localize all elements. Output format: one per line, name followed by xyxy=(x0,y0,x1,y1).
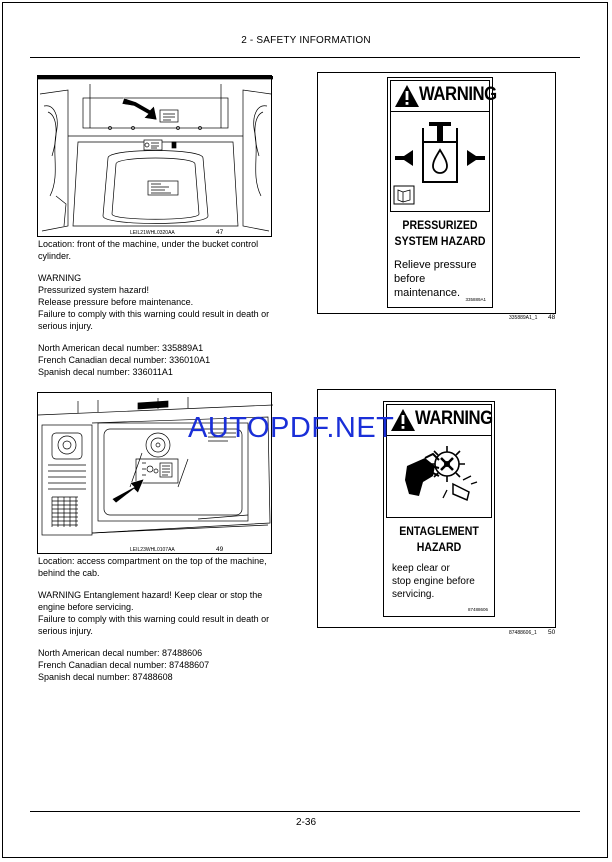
section1-warning-line-3: Failure to comply with this warning could result in death or serious injury. xyxy=(38,309,270,331)
decal-48-body-line-2: before maintenance. xyxy=(394,273,461,299)
section2-decal-fc: French Canadian decal number: 87488607 xyxy=(38,660,210,670)
header-rule xyxy=(30,57,580,58)
figure-47-code: LEIL21WHL0320AA xyxy=(130,230,175,236)
section1-decal-na: North American decal number: 335889A1 xyxy=(38,343,204,353)
section1-decal-es: Spanish decal number: 336011A1 xyxy=(38,367,173,377)
figure-47-machine-front xyxy=(37,75,272,237)
decal-48-title-line-1: PRESSURIZED xyxy=(402,218,478,232)
figure-50-number: 50 xyxy=(548,629,556,636)
entanglement-hazard-decal xyxy=(383,401,495,617)
decal-48-pictogram-panel xyxy=(390,112,490,212)
section2-decal-na: North American decal number: 87488606 xyxy=(38,648,203,658)
figure-48-frame xyxy=(317,72,556,314)
section1-decal-fc: French Canadian decal number: 336010A1 xyxy=(38,355,211,365)
section1-text xyxy=(38,238,290,378)
page-number: 2-36 xyxy=(295,817,316,828)
section2-failure-text: Failure to comply with this warning could result in death or serious injury. xyxy=(38,614,270,636)
warning-triangle-icon xyxy=(394,83,420,109)
section2-decal-es: Spanish decal number: 87488608 xyxy=(38,672,173,682)
fan-entanglement-icon xyxy=(387,436,491,516)
watermark-text: AUTOPDF.NET xyxy=(188,412,395,444)
machine-front-illustration xyxy=(38,76,273,238)
decal-48-body-line-1: Relieve pressure xyxy=(394,259,477,271)
footer-rule xyxy=(30,811,580,812)
decal-48-part-code: 335889A1 xyxy=(465,297,486,302)
figure-47-number: 47 xyxy=(216,229,224,236)
decal-50-warning-header xyxy=(386,404,492,436)
decal-48-warning-word: WARNING xyxy=(419,84,497,105)
decal-50-body-line-3: servicing. xyxy=(392,589,435,600)
figure-49-code: LEIL23WHL0107AA xyxy=(130,547,175,553)
section1-location: Location: front of the machine, under the bucket control cylinder. xyxy=(38,239,259,261)
section2-text xyxy=(38,555,290,683)
decal-50-title-line-1: ENTAGLEMENT xyxy=(399,524,479,538)
decal-48-warning-header xyxy=(390,80,497,112)
pressurized-hazard-decal xyxy=(387,77,497,308)
decal-48-title-line-2: SYSTEM HAZARD xyxy=(394,234,486,248)
section2-location: Location: access compartment on the top of the machine, behind the cab. xyxy=(38,556,267,578)
decal-50-body-line-2: stop engine before xyxy=(392,576,475,587)
page-header-title: 2 - SAFETY INFORMATION xyxy=(241,35,371,46)
decal-50-pictogram-panel xyxy=(386,436,492,518)
decal-50-title-line-2: HAZARD xyxy=(416,540,462,554)
section1-warning-line-1: Pressurized system hazard! xyxy=(38,285,150,295)
figure-48-code: 335889A1_1 xyxy=(509,315,538,321)
decal-50-warning-word: WARNING xyxy=(415,408,493,429)
section2-warning-text: WARNING Entanglement hazard! Keep clear or stop the engine before servicing. xyxy=(38,590,263,612)
figure-48-number: 48 xyxy=(548,314,556,321)
pressure-drop-icon xyxy=(391,112,489,208)
decal-50-body-line-1: keep clear or xyxy=(392,563,450,574)
decal-50-part-code: 87488606 xyxy=(467,607,488,612)
figure-50-code: 87488606_1 xyxy=(509,630,537,636)
section1-warning-label: WARNING xyxy=(38,273,82,283)
section1-warning-line-2: Release pressure before maintenance. xyxy=(38,297,194,307)
figure-49-number: 49 xyxy=(216,546,224,553)
